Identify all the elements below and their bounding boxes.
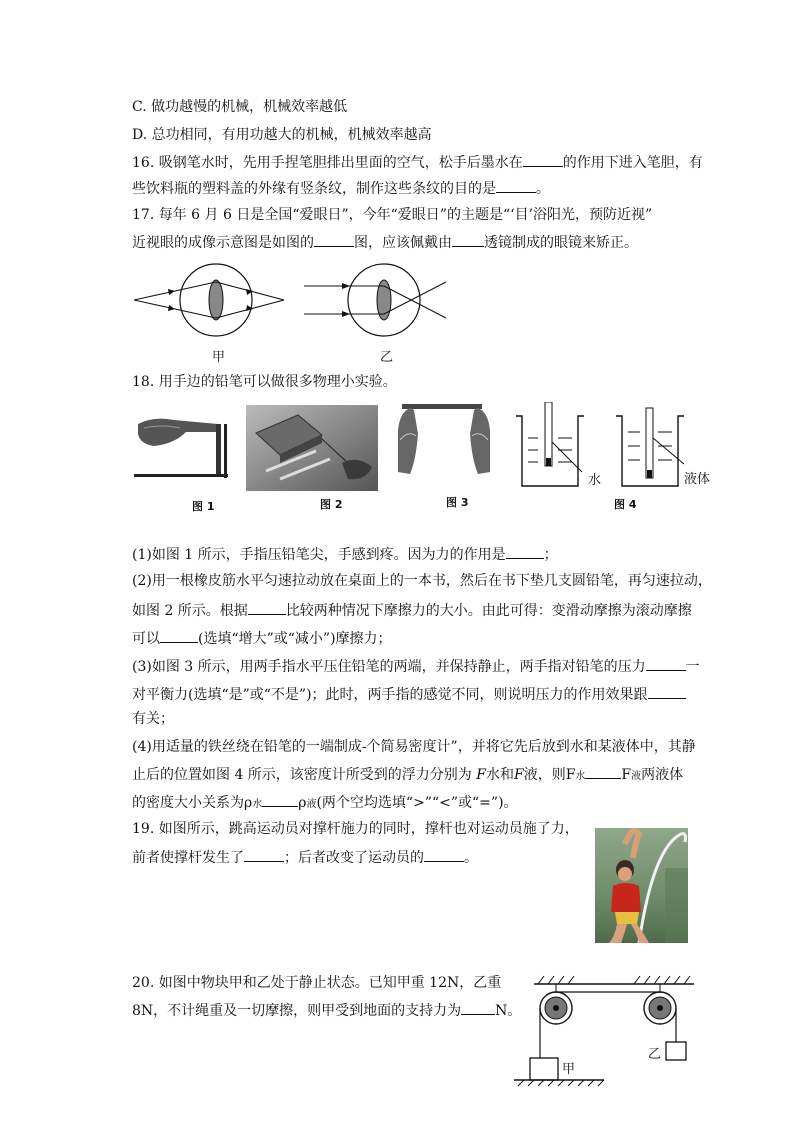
q18-part-4-line-1: (4)用适量的铁丝绕在铅笔的一端制成-个简易密度计”，并将它先后放到水和某液体中，其静 — [132, 739, 696, 755]
q16-text: 。 — [536, 181, 550, 197]
q20-text: N。 — [495, 1003, 522, 1019]
q18-text: ； — [543, 547, 558, 563]
question-16-line-1 — [132, 152, 703, 172]
q20-text: 8N，不计绳重及一切摩擦，则甲受到地面的支持力为 — [132, 1003, 462, 1019]
q18-part-1 — [132, 544, 558, 564]
q16-text: 的作用下进入笔胆，有 — [562, 155, 703, 171]
question-18-title: 18. 用手边的铅笔可以做很多物理小实验。 — [132, 374, 397, 390]
q18-text: 可以 — [132, 631, 160, 647]
answer-blank — [160, 628, 198, 643]
q18-text: 液，则F — [523, 767, 576, 783]
q18-part-2-line-3 — [132, 628, 392, 648]
force-symbol: F — [476, 767, 486, 783]
q18-part-3-line-2 — [132, 684, 686, 704]
pencil-figure-3 — [396, 400, 492, 478]
q16-text: 16. 吸钢笔水时，先用手捏笔胆排出里面的空气，松手后墨水在 — [132, 155, 523, 171]
q17-text: 近视眼的成像示意图是如图的 — [132, 235, 314, 251]
q18-text: 一 — [685, 659, 700, 675]
q18-part-2-line-1: (2)用一根橡皮筋水平匀速拉动放在桌面上的一本书，然后在书下垫几支圆铅笔，再匀速拉动， — [132, 573, 712, 589]
answer-blank — [646, 656, 686, 671]
eye-diagram-jia — [134, 264, 284, 336]
q17-text: 透镜制成的眼镜来矫正。 — [484, 235, 638, 251]
answer-blank — [648, 684, 686, 699]
q19-text: 前者使撑杆发生了 — [132, 850, 244, 866]
question-20-line-2 — [132, 1000, 521, 1020]
eye-label-yi: 乙 — [380, 350, 394, 365]
subscript: 液 — [631, 771, 642, 782]
q18-part-2-line-2 — [132, 600, 692, 620]
caption-fig-2: 图 2 — [320, 498, 343, 511]
q18-text: 如图 2 所示。根据 — [132, 603, 248, 619]
eye-diagram-figure — [130, 262, 450, 364]
question-17-line-1: 17. 每年 6 月 6 日是全国“爱眼日”，今年“爱眼日”的主题是“‘目’浴阳光，预防近视” — [132, 207, 653, 223]
q18-text: 对平衡力(选填“是”或“不是”)；此时，两手指的感觉不同，则说明压力的作用效果跟 — [132, 687, 648, 703]
pencil-figure-2 — [246, 405, 378, 491]
answer-blank — [262, 792, 298, 807]
option-c: C. 做功越慢的机械，机械效率越低 — [132, 99, 348, 115]
q18-text: F — [621, 767, 632, 783]
question-16-line-2 — [132, 178, 550, 198]
q18-text: (3)如图 3 所示，用两手指水平压住铅笔的两端，并保持静止，两手指对铅笔的压力 — [132, 659, 646, 675]
answer-blank — [248, 600, 286, 615]
subscript: 液 — [306, 799, 317, 810]
label-liquid: 液体 — [684, 472, 711, 487]
q19-text: ；后者改变了运动员的 — [284, 850, 424, 866]
answer-blank — [523, 152, 563, 167]
question-20-line-1: 20. 如图中物块甲和乙处于静止状态。已知甲重 12N，乙重 — [132, 975, 502, 991]
q18-text: (1)如图 1 所示，手指压铅笔尖，手感到疼。因为力的作用是 — [132, 547, 506, 563]
pulley-label-yi: 乙 — [648, 1047, 662, 1062]
density-meter-figure-4 — [512, 402, 702, 488]
answer-blank — [244, 847, 284, 862]
q18-text: ρ — [298, 795, 307, 811]
q18-part-4-line-2 — [132, 764, 683, 786]
answer-blank — [461, 1000, 495, 1015]
q18-text: (选填“增大”或“减小”)摩擦力； — [198, 631, 392, 647]
label-water: 水 — [588, 473, 602, 488]
force-symbol: F — [513, 767, 524, 783]
answer-blank — [452, 232, 484, 247]
q18-part-4-line-3 — [132, 792, 518, 814]
q19-text: 。 — [464, 850, 478, 866]
q18-text: 两液体 — [641, 767, 684, 783]
answer-blank — [314, 232, 354, 247]
q18-text: 比较两种情况下摩擦力的大小。由此可得：变滑动摩擦为滚动摩擦 — [285, 603, 692, 619]
question-17-line-2 — [132, 232, 638, 252]
caption-fig-3: 图 3 — [446, 496, 469, 509]
q18-part-3-line-1 — [132, 656, 700, 676]
question-19-line-1: 19. 如图所示，跳高运动员对撑杆施力的同时，撑杆也对运动员施了力， — [132, 821, 579, 837]
q18-text: (两个空均选填“>”“<”或“=”)。 — [316, 795, 518, 811]
q16-text: 些饮料瓶的塑料盖的外缘有竖条纹，制作这些条纹的目的是 — [132, 181, 496, 197]
answer-blank — [496, 178, 536, 193]
q18-text: 水和 — [485, 767, 514, 783]
answer-blank — [585, 764, 621, 779]
q17-text: 图，应该佩戴由 — [354, 235, 452, 251]
eye-label-jia: 甲 — [212, 350, 226, 365]
pencil-figure-1 — [134, 410, 232, 490]
answer-blank — [424, 847, 464, 862]
pole-vaulter-photo — [595, 828, 688, 943]
question-19-line-2 — [132, 847, 478, 867]
pulley-diagram — [514, 972, 714, 1090]
subscript: 水 — [575, 771, 586, 782]
q18-text: 的密度大小关系为ρ — [132, 795, 253, 811]
eye-diagram-yi — [304, 264, 446, 336]
pulley-label-jia: 甲 — [562, 1062, 576, 1077]
q18-text: 止后的位置如图 4 所示，该密度计所受到的浮力分别为 — [132, 767, 472, 783]
answer-blank — [506, 544, 544, 559]
q18-part-3-line-3: 有关； — [132, 711, 174, 727]
caption-fig-4: 图 4 — [614, 498, 637, 511]
option-d: D. 总功相同，有用功越大的机械，机械效率越高 — [132, 127, 432, 143]
caption-fig-1: 图 1 — [192, 500, 215, 513]
subscript: 水 — [252, 799, 263, 810]
